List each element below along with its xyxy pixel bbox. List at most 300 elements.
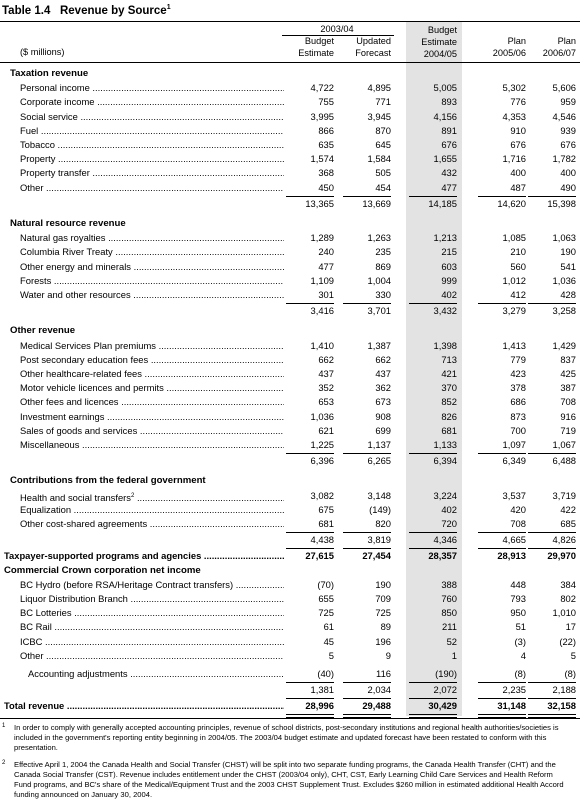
value-cell: 45 bbox=[323, 635, 334, 647]
value-cell: 301 bbox=[318, 289, 334, 300]
value-cell: 4,826 bbox=[552, 534, 576, 546]
value-cell: 89 bbox=[380, 621, 391, 633]
value-cell: 4,156 bbox=[433, 110, 457, 122]
table-row bbox=[0, 635, 580, 649]
row-label bbox=[20, 110, 284, 124]
row-label-text: Forests bbox=[20, 274, 52, 286]
value-cell: 869 bbox=[375, 260, 391, 272]
footnote-marker: 2 bbox=[131, 492, 135, 499]
value-cell: 2,235 bbox=[502, 684, 526, 696]
value-cell: 1,574 bbox=[310, 153, 334, 165]
subtotal-row bbox=[0, 454, 580, 468]
table-row bbox=[0, 231, 580, 245]
value-cell: 1,010 bbox=[552, 607, 576, 619]
value-cell: 1,716 bbox=[502, 153, 526, 165]
value-cell: 2,188 bbox=[552, 684, 576, 696]
value-cell: 422 bbox=[560, 503, 576, 515]
table-row bbox=[0, 489, 580, 503]
value-cell: 662 bbox=[318, 353, 334, 365]
value-cell: 755 bbox=[318, 96, 334, 108]
value-cell: 950 bbox=[510, 607, 526, 619]
value-cell: 916 bbox=[560, 410, 576, 422]
row-label bbox=[20, 339, 284, 353]
value-cell: 425 bbox=[560, 368, 576, 379]
table-row bbox=[0, 578, 580, 592]
value-cell: 5,005 bbox=[433, 82, 457, 94]
row-label bbox=[20, 620, 284, 634]
table-row bbox=[0, 438, 580, 452]
column-header-1-line-2: Estimate bbox=[298, 48, 334, 58]
row-label-text: Other bbox=[20, 181, 44, 193]
value-cell: 709 bbox=[375, 593, 391, 604]
table-row bbox=[0, 620, 580, 634]
value-cell: 676 bbox=[441, 139, 457, 150]
table-row bbox=[0, 606, 580, 620]
value-cell: 1,063 bbox=[552, 232, 576, 244]
value-cell: 235 bbox=[375, 246, 391, 258]
value-cell: 1,655 bbox=[433, 153, 457, 165]
table-row bbox=[0, 503, 580, 517]
value-cell: 893 bbox=[441, 96, 457, 108]
row-label-text: BC Hydro (before RSA/Heritage Contract transfers) bbox=[20, 578, 234, 590]
value-cell: 776 bbox=[510, 96, 526, 108]
table-row bbox=[0, 649, 580, 663]
column-header-4-line-1: Plan bbox=[507, 36, 526, 46]
row-label bbox=[20, 81, 284, 95]
value-cell: 1,036 bbox=[552, 274, 576, 286]
value-cell: 330 bbox=[375, 289, 391, 300]
value-cell: 3,258 bbox=[552, 305, 576, 317]
value-cell: 959 bbox=[560, 96, 576, 108]
value-cell: 4,438 bbox=[310, 534, 334, 546]
row-label bbox=[20, 95, 284, 109]
value-cell: 5,606 bbox=[552, 82, 576, 94]
column-header-2-line-1: Updated bbox=[356, 36, 391, 46]
subtotal-row bbox=[0, 683, 580, 697]
table-row bbox=[0, 592, 580, 606]
value-cell: 779 bbox=[510, 353, 526, 365]
value-cell: 1,067 bbox=[552, 439, 576, 450]
table-row bbox=[0, 339, 580, 353]
value-cell: 1,381 bbox=[310, 684, 334, 696]
value-cell: 5,302 bbox=[502, 82, 526, 94]
row-label bbox=[4, 549, 284, 563]
value-cell: 910 bbox=[510, 124, 526, 136]
value-cell: 4,346 bbox=[433, 534, 457, 546]
table-row bbox=[0, 124, 580, 138]
value-cell: 1,429 bbox=[552, 339, 576, 351]
value-cell: 1,085 bbox=[502, 232, 526, 244]
value-cell: 29,970 bbox=[547, 550, 576, 562]
value-cell: 1,413 bbox=[502, 339, 526, 351]
header-rule bbox=[0, 62, 580, 63]
total-revenue-row bbox=[0, 699, 580, 713]
value-cell: 6,396 bbox=[310, 455, 334, 467]
table-row bbox=[0, 381, 580, 395]
value-cell: 477 bbox=[318, 260, 334, 272]
value-cell: 4,665 bbox=[502, 534, 526, 546]
value-cell: 3,537 bbox=[502, 489, 526, 501]
header-units: ($ millions) bbox=[20, 47, 65, 57]
table-row bbox=[0, 424, 580, 438]
table-row bbox=[0, 245, 580, 259]
row-label-text: Sales of goods and services bbox=[20, 424, 138, 436]
value-cell: 28,996 bbox=[305, 700, 334, 712]
value-cell: 3,432 bbox=[433, 305, 457, 317]
adjustment-row bbox=[0, 667, 580, 681]
top-rule bbox=[0, 21, 580, 22]
table-row bbox=[0, 353, 580, 367]
value-cell: 378 bbox=[510, 382, 526, 394]
value-cell: 3,819 bbox=[367, 534, 391, 546]
value-cell: 30,429 bbox=[428, 700, 457, 712]
row-label-text: Medical Services Plan premiums bbox=[20, 339, 156, 351]
row-label-text: Other cost-shared agreements bbox=[20, 518, 148, 529]
column-header-3-line-3: 2004/05 bbox=[423, 49, 457, 59]
value-cell: 939 bbox=[560, 124, 576, 136]
row-label-text: Property bbox=[20, 153, 56, 165]
row-label-text: Other healthcare-related fees bbox=[20, 368, 142, 379]
value-cell: 3,224 bbox=[433, 489, 457, 501]
value-cell: 4 bbox=[520, 649, 526, 661]
section-heading: Taxation revenue bbox=[10, 68, 89, 79]
section-heading: Natural resource revenue bbox=[10, 218, 126, 229]
table-row bbox=[0, 166, 580, 180]
value-cell: 708 bbox=[560, 396, 576, 408]
row-label bbox=[20, 367, 284, 381]
value-cell: 802 bbox=[560, 593, 576, 604]
table-row bbox=[0, 367, 580, 381]
value-cell: 686 bbox=[510, 396, 526, 408]
row-label-text: Water and other resources bbox=[20, 289, 131, 300]
value-cell: 428 bbox=[560, 289, 576, 300]
value-cell: 699 bbox=[375, 424, 391, 436]
value-cell: 13,669 bbox=[362, 197, 391, 209]
row-label-text: Personal income bbox=[20, 82, 90, 94]
value-cell: 891 bbox=[441, 124, 457, 136]
value-cell: 437 bbox=[375, 368, 391, 379]
row-label bbox=[20, 274, 284, 288]
section-heading: Other revenue bbox=[10, 325, 76, 337]
column-header-5-line-1: Plan bbox=[557, 36, 576, 46]
value-cell: 1,387 bbox=[367, 339, 391, 351]
table-row bbox=[0, 95, 580, 109]
value-cell: 52 bbox=[446, 635, 457, 647]
value-cell: 400 bbox=[510, 167, 526, 179]
title-footnote-marker: 1 bbox=[166, 3, 171, 11]
row-label bbox=[20, 353, 284, 367]
value-cell: 850 bbox=[441, 607, 457, 619]
value-cell: 771 bbox=[375, 96, 391, 108]
value-cell: 725 bbox=[318, 607, 334, 619]
value-cell: 603 bbox=[441, 260, 457, 272]
footnote-2 bbox=[2, 760, 572, 805]
footnote-text: Effective April 1, 2004 the Canada Health and Social Transfer (CHST) will be split into two separate funding programs, the Canada Health Transfer (CHT) and the Canada Social Transfer (CST). Revenue includes entitlement under the CHST (2003/04 only), CHT, CST, Early Learning Child Care Services and Health Reform Fund programs, and BC's share of the Medical/Equipment Trust and the 2003 CHST Supplement Trust. Excludes $260 million in estimated additional Health Accord funding announced on January 30, 2004. bbox=[14, 759, 564, 800]
row-label bbox=[20, 395, 284, 409]
column-header-4-line-2: 2005/06 bbox=[492, 48, 526, 58]
value-cell: 432 bbox=[441, 167, 457, 179]
row-label-text: Health and social transfers bbox=[20, 491, 131, 503]
row-label bbox=[20, 381, 284, 395]
row-label bbox=[20, 578, 284, 592]
table-row bbox=[0, 395, 580, 409]
row-label bbox=[20, 503, 284, 517]
row-label bbox=[20, 138, 284, 152]
value-cell: 621 bbox=[318, 424, 334, 436]
value-cell: 51 bbox=[515, 621, 526, 633]
value-cell: 1,097 bbox=[502, 439, 526, 450]
value-cell: 28,913 bbox=[497, 550, 526, 562]
value-cell: (8) bbox=[564, 668, 576, 679]
row-label-text: Columbia River Treaty bbox=[20, 246, 113, 258]
value-cell: 116 bbox=[376, 668, 391, 679]
value-cell: 477 bbox=[441, 181, 457, 193]
value-cell: 27,615 bbox=[305, 550, 334, 562]
value-cell: 4,722 bbox=[310, 82, 334, 94]
row-label bbox=[4, 699, 284, 713]
value-cell: 719 bbox=[560, 424, 576, 436]
footnote-number: 1 bbox=[2, 722, 6, 729]
value-cell: 402 bbox=[441, 503, 457, 515]
value-cell: 387 bbox=[560, 382, 576, 394]
footnote-1 bbox=[2, 723, 572, 756]
value-cell: 505 bbox=[375, 167, 391, 179]
row-label-text: Tobacco bbox=[20, 139, 55, 150]
row-label-text: BC Lotteries bbox=[20, 607, 72, 619]
value-cell: 4,895 bbox=[367, 82, 391, 94]
value-cell: 3,416 bbox=[310, 305, 334, 317]
row-label-text: Motor vehicle licences and permits bbox=[20, 382, 164, 394]
taxpayer-total-row bbox=[0, 549, 580, 563]
table-number: Table 1.4 bbox=[2, 4, 51, 17]
value-cell: 368 bbox=[318, 167, 334, 179]
value-cell: 437 bbox=[318, 368, 334, 379]
value-cell: 866 bbox=[318, 124, 334, 136]
row-label-text: ICBC bbox=[20, 635, 43, 647]
value-cell: 388 bbox=[441, 578, 457, 590]
row-label-text: Corporate income bbox=[20, 96, 95, 108]
row-label-text: Investment earnings bbox=[20, 410, 105, 422]
value-cell: 196 bbox=[375, 635, 391, 647]
value-cell: 362 bbox=[375, 382, 391, 394]
value-cell: 215 bbox=[441, 246, 457, 258]
value-cell: 725 bbox=[375, 607, 391, 619]
value-cell: 31,148 bbox=[497, 700, 526, 712]
row-label bbox=[20, 424, 284, 438]
value-cell: 708 bbox=[510, 518, 526, 529]
row-label bbox=[20, 438, 284, 452]
table-row bbox=[0, 288, 580, 302]
value-cell: 2,034 bbox=[367, 684, 391, 696]
value-cell: 32,158 bbox=[547, 700, 576, 712]
row-label bbox=[20, 152, 284, 166]
value-cell: 653 bbox=[318, 396, 334, 408]
value-cell: 662 bbox=[375, 353, 391, 365]
value-cell: 645 bbox=[375, 139, 391, 150]
value-cell: 3,148 bbox=[367, 489, 391, 501]
value-cell: 400 bbox=[560, 167, 576, 179]
value-cell: 4,353 bbox=[502, 110, 526, 122]
value-cell: 1,137 bbox=[367, 439, 391, 450]
column-header-2-line-2: Forecast bbox=[355, 48, 391, 58]
value-cell: 61 bbox=[323, 621, 334, 633]
value-cell: 15,398 bbox=[547, 197, 576, 209]
value-cell: 4,546 bbox=[552, 110, 576, 122]
value-cell: 211 bbox=[442, 621, 457, 633]
value-cell: 487 bbox=[510, 181, 526, 193]
value-cell: 13,365 bbox=[305, 197, 334, 209]
value-cell: 3,995 bbox=[310, 110, 334, 122]
value-cell: 720 bbox=[441, 518, 457, 529]
table-row bbox=[0, 274, 580, 288]
row-label bbox=[20, 245, 284, 259]
value-cell: (190) bbox=[435, 668, 457, 679]
footnote-number: 2 bbox=[2, 759, 6, 766]
row-label-text: Natural gas royalties bbox=[20, 232, 106, 244]
row-label bbox=[28, 667, 284, 681]
value-cell: 1,263 bbox=[367, 232, 391, 244]
value-cell: 352 bbox=[318, 382, 334, 394]
row-label bbox=[20, 649, 284, 663]
header-group-2003-04: 2003/04 bbox=[320, 24, 354, 34]
value-cell: (149) bbox=[369, 503, 391, 515]
table-row bbox=[0, 138, 580, 152]
value-cell: 873 bbox=[510, 410, 526, 422]
value-cell: 454 bbox=[375, 181, 391, 193]
row-label bbox=[20, 592, 284, 606]
value-cell: 14,185 bbox=[428, 197, 457, 209]
row-label-text: Property transfer bbox=[20, 167, 90, 179]
value-cell: 27,454 bbox=[362, 550, 391, 562]
value-cell: 681 bbox=[318, 518, 334, 529]
value-cell: 826 bbox=[441, 410, 457, 422]
value-cell: 240 bbox=[318, 246, 334, 258]
value-cell: (70) bbox=[317, 578, 334, 590]
value-cell: 3,719 bbox=[552, 489, 576, 501]
value-cell: 3,945 bbox=[367, 110, 391, 122]
value-cell: 1,410 bbox=[310, 339, 334, 351]
value-cell: 17 bbox=[565, 621, 576, 633]
value-cell: 1 bbox=[451, 649, 457, 661]
table-row bbox=[0, 152, 580, 166]
table-row bbox=[0, 260, 580, 274]
column-header-5-line-2: 2006/07 bbox=[542, 48, 576, 58]
value-cell: 541 bbox=[560, 260, 576, 272]
value-cell: 3,701 bbox=[367, 305, 391, 317]
row-label bbox=[20, 288, 284, 302]
value-cell: 673 bbox=[375, 396, 391, 408]
table-row bbox=[0, 517, 580, 531]
value-cell: 1,398 bbox=[433, 339, 457, 351]
value-cell: 1,012 bbox=[502, 274, 526, 286]
value-cell: 14,620 bbox=[497, 197, 526, 209]
value-cell: 713 bbox=[441, 353, 457, 365]
value-cell: 450 bbox=[318, 181, 334, 193]
row-label bbox=[20, 124, 284, 138]
value-cell: 6,488 bbox=[552, 455, 576, 467]
value-cell: 870 bbox=[375, 124, 391, 136]
value-cell: 676 bbox=[560, 139, 576, 150]
subtotal-row bbox=[0, 197, 580, 211]
value-cell: 999 bbox=[441, 274, 457, 286]
value-cell: 490 bbox=[560, 181, 576, 193]
value-cell: 1,036 bbox=[310, 410, 334, 422]
value-cell: 635 bbox=[318, 139, 334, 150]
value-cell: 1,584 bbox=[367, 153, 391, 165]
row-label-text: Liquor Distribution Branch bbox=[20, 593, 128, 604]
value-cell: 760 bbox=[441, 593, 457, 604]
value-cell: 2,072 bbox=[433, 684, 457, 696]
value-cell: 6,349 bbox=[502, 455, 526, 467]
value-cell: 560 bbox=[510, 260, 526, 272]
value-cell: 384 bbox=[560, 578, 576, 590]
row-label bbox=[20, 166, 284, 180]
value-cell: 1,004 bbox=[367, 274, 391, 286]
row-label bbox=[20, 410, 284, 424]
value-cell: 210 bbox=[510, 246, 526, 258]
table-row bbox=[0, 181, 580, 195]
table-row bbox=[0, 110, 580, 124]
value-cell: 29,488 bbox=[362, 700, 391, 712]
value-cell: 700 bbox=[510, 424, 526, 436]
value-cell: 6,265 bbox=[367, 455, 391, 467]
value-cell: 675 bbox=[318, 503, 334, 515]
footnote-text: In order to comply with generally accepted accounting principles, revenue of school districts, post-secondary institutions and regional health authorities/societies is included in the government's reporting entity beginning in 2004/05. The 2003/04 budget estimate and updated forecast have been restated to conform with this presentation. bbox=[14, 722, 559, 752]
column-header-3-line-1: Budget bbox=[427, 25, 457, 35]
value-cell: 370 bbox=[441, 382, 457, 394]
value-cell: 908 bbox=[375, 410, 391, 422]
value-cell: 837 bbox=[560, 353, 576, 365]
value-cell: 420 bbox=[510, 503, 526, 515]
table-row bbox=[0, 410, 580, 424]
section-heading: Commercial Crown corporation net income bbox=[4, 564, 201, 576]
row-label-text: Equalization bbox=[20, 503, 72, 515]
value-cell: (22) bbox=[559, 635, 576, 647]
value-cell: (3) bbox=[514, 635, 526, 647]
row-label-text: Other bbox=[20, 649, 44, 661]
value-cell: 5 bbox=[328, 649, 334, 661]
value-cell: (8) bbox=[514, 668, 526, 679]
row-label-text: Post secondary education fees bbox=[20, 353, 149, 365]
row-label-text: Miscellaneous bbox=[20, 439, 80, 450]
value-cell: 423 bbox=[510, 368, 526, 379]
value-cell: 676 bbox=[510, 139, 526, 150]
row-label bbox=[20, 260, 284, 274]
row-label-text: Taxpayer-supported programs and agencies bbox=[4, 550, 202, 562]
table-row bbox=[0, 81, 580, 95]
value-cell: 1,133 bbox=[433, 439, 457, 450]
column-header-1-line-1: Budget bbox=[304, 36, 334, 46]
value-cell: 1,225 bbox=[310, 439, 334, 450]
value-cell: 9 bbox=[385, 649, 391, 661]
table-name: Revenue by Source bbox=[59, 4, 167, 17]
row-label-text: BC Rail bbox=[20, 621, 52, 633]
value-cell: 852 bbox=[441, 396, 457, 408]
value-cell: 655 bbox=[318, 593, 334, 604]
row-label-text: Social service bbox=[20, 110, 78, 122]
value-cell: 1,109 bbox=[310, 274, 334, 286]
bottom-rule bbox=[0, 718, 580, 719]
row-label-text: Other energy and minerals bbox=[20, 260, 131, 272]
table-title bbox=[0, 0, 171, 20]
value-cell: 421 bbox=[441, 368, 457, 379]
row-label-text: Fuel bbox=[20, 124, 39, 136]
value-cell: 1,213 bbox=[433, 232, 457, 244]
value-cell: 412 bbox=[510, 289, 526, 300]
row-label-text: Total revenue bbox=[4, 700, 65, 712]
value-cell: 820 bbox=[375, 518, 391, 529]
subtotal-row bbox=[0, 533, 580, 547]
